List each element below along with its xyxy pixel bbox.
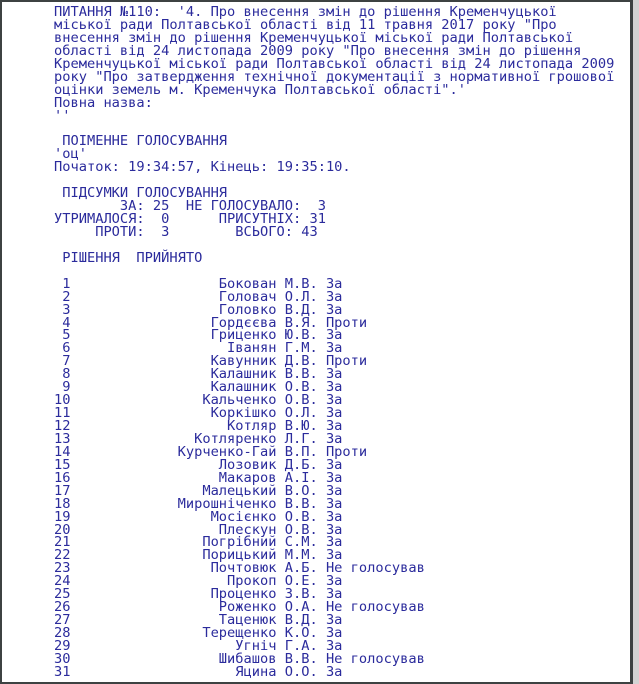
vote-row: 6 Іванян Г.М. За [54, 340, 343, 357]
question-text-line: ПИТАННЯ №110: '4. Про внесення змін до рішення Кременчуцької [54, 4, 557, 20]
roll-call-section [54, 135, 630, 174]
vote-row: 1 Бокован М.В. За [54, 275, 343, 292]
vote-row: 18 Мирошніченко В.В. За [54, 495, 343, 512]
question-text-line: оцінки земель м. Кременчука Полтавської області".' [54, 81, 467, 98]
summary-header: ПІДСУМКИ ГОЛОСУВАННЯ [54, 185, 228, 202]
votes-list [54, 275, 630, 680]
vote-row: 28 Терещенко К.О. За [54, 625, 343, 641]
vote-row: 26 Роженко О.А. Не голосував [54, 599, 425, 616]
vote-row: 12 Котляр В.Ю. За [54, 418, 343, 434]
vote-row: 10 Кальченко О.В. За [54, 392, 343, 409]
question-text-line: області від 24 листопада 2009 року "Про внесення змін до рішення [54, 42, 582, 59]
vote-row: 5 Гриценко Ю.В. За [54, 327, 343, 344]
full-name-label: Повна назва: [54, 94, 153, 111]
vote-row: 14 Курченко-Гай В.П. Проти [54, 443, 368, 460]
vote-row: 7 Кавунник Д.В. Проти [54, 353, 368, 370]
vote-row: 31 Яцина О.О. За [54, 663, 343, 680]
decision-status: РІШЕННЯ ПРИЙНЯТО [54, 249, 203, 266]
question-text-line: міської ради Полтавської області від 11 травня 2017 року "Про [54, 16, 557, 33]
vote-row: 11 Коркішко О.Л. За [54, 405, 343, 422]
question-text-line: року "Про затвердження технічної документації з нормативної грошової [54, 68, 615, 85]
vote-row: 4 Гордєєва В.Я. Проти [54, 314, 368, 331]
vote-row: 2 Головач О.Л. За [54, 288, 343, 305]
vote-row: 24 Прокоп О.Е. За [54, 573, 343, 590]
voting-protocol-document [2, 2, 630, 679]
question-section [54, 6, 630, 122]
vote-row: 23 Почтовюк А.Б. Не голосував [54, 560, 425, 577]
summary-section [54, 187, 630, 239]
agenda-code: 'оц' [54, 146, 87, 163]
vote-row: 30 Шибашов В.В. Не голосував [54, 650, 425, 667]
vote-row: 25 Проценко З.В. За [54, 586, 343, 603]
vote-row: 22 Порицький М.М. За [54, 547, 343, 564]
vote-row: 21 Погрібний С.М. За [54, 534, 343, 551]
vote-row: 13 Котляренко Л.Г. За [54, 430, 343, 447]
roll-call-header: ПОІМЕННЕ ГОЛОСУВАННЯ [54, 133, 228, 150]
vote-timing: Початок: 19:34:57, Кінець: 19:35:10. [54, 159, 351, 176]
summary-line-utrymalosya: УТРИМАЛОСЯ: 0 ПРИСУТНІХ: 31 [54, 211, 326, 227]
vote-row: 27 Таценюк В.Д. За [54, 612, 343, 629]
full-name-value: '' [54, 107, 71, 124]
vote-row: 19 Мосієнко О.В. За [54, 508, 343, 525]
vote-row: 9 Калашник О.В. За [54, 379, 343, 396]
vote-row: 16 Макаров А.І. За [54, 469, 343, 486]
vote-row: 15 Лозовик Д.Б. За [54, 456, 343, 473]
vote-row: 20 Плескун О.В. За [54, 521, 343, 538]
question-text-line: внесення змін до рішення Кременчуцької міської ради Полтавської [54, 29, 574, 46]
summary-line-za: ЗА: 25 НЕ ГОЛОСУВАЛО: 3 [54, 198, 326, 215]
vote-row: 3 Головко В.Д. За [54, 301, 343, 318]
question-text-line: Кременчуцької міської ради Полтавської області від 24 листопада 2009 [54, 55, 615, 72]
vote-row: 29 Угніч Г.А. За [54, 637, 343, 654]
summary-line-proty: ПРОТИ: 3 ВСЬОГО: 43 [54, 223, 318, 240]
vote-row: 8 Калашник В.В. За [54, 366, 343, 383]
vote-row: 17 Малецький В.О. За [54, 482, 343, 499]
